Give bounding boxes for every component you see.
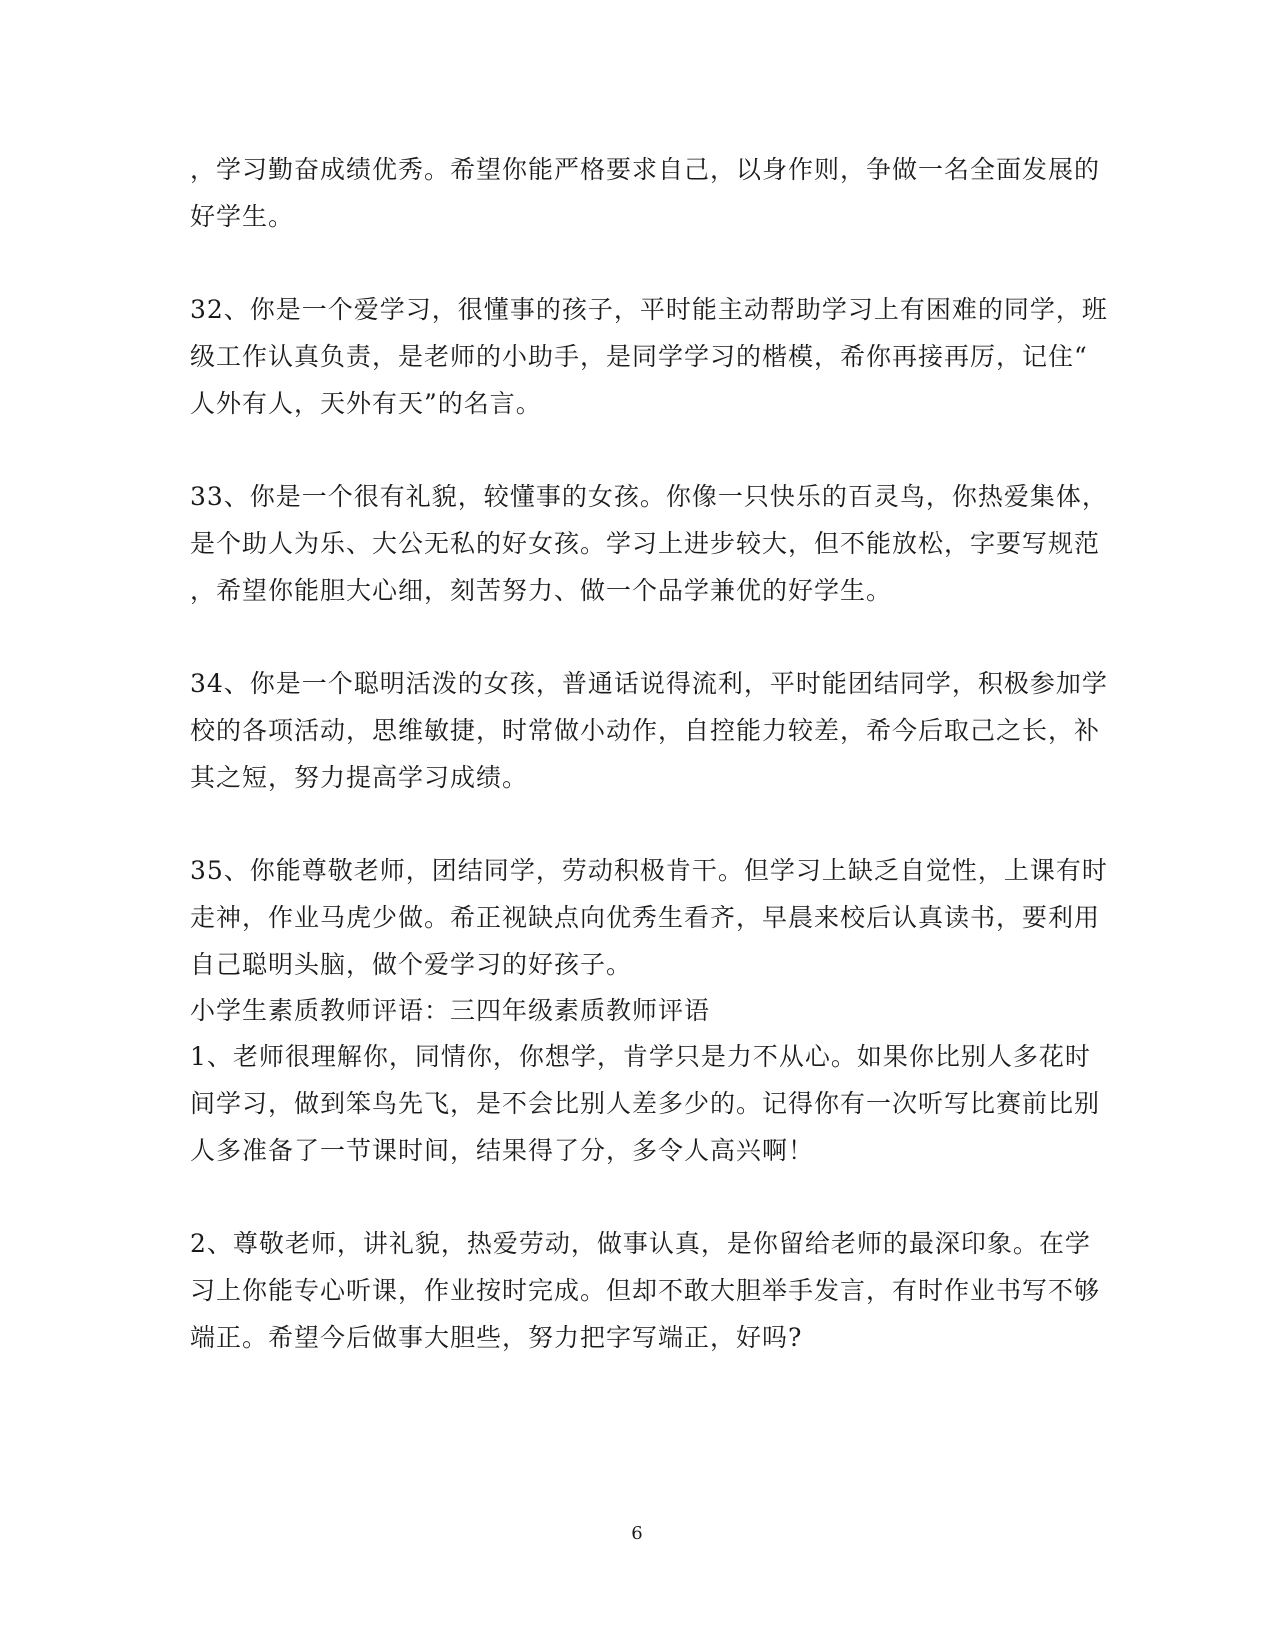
text-line: 级工作认真负责，是老师的小助手，是同学学习的楷模，希你再接再厉，记住“ (190, 342, 1088, 371)
page-number: 6 (631, 1523, 643, 1544)
text-line: 2、尊敬老师，讲礼貌，热爱劳动，做事认真，是你留给老师的最深印象。在学 (190, 1229, 1091, 1258)
text-line: 是个助人为乐、大公无私的好女孩。学习上进步较大，但不能放松，字要写规范 (190, 529, 1101, 558)
text-line: 人多准备了一节课时间，结果得了分，多令人高兴啊！ (190, 1136, 815, 1165)
text-line: 校的各项活动，思维敏捷，时常做小动作，自控能力较差，希今后取己之长，补 (190, 716, 1101, 745)
text-line: 35、你能尊敬老师，团结同学，劳动积极肯干。但学习上缺乏自觉性，上课有时 (190, 856, 1108, 885)
text-line: 间学习，做到笨鸟先飞，是不会比别人差多少的。记得你有一次听写比赛前比别 (190, 1089, 1101, 1118)
text-line: 32、你是一个爱学习，很懂事的孩子，平时能主动帮助学习上有困难的同学，班 (190, 295, 1108, 324)
text-line: ，学习勤奋成绩优秀。希望你能严格要求自己，以身作则，争做一名全面发展的 (190, 155, 1101, 184)
section-heading: 小学生素质教师评语：三四年级素质教师评语 (190, 996, 711, 1025)
text-line: 走神，作业马虎少做。希正视缺点向优秀生看齐，早晨来校后认真读书，要利用 (190, 903, 1101, 932)
text-line: 33、你是一个很有礼貌，较懂事的女孩。你像一只快乐的百灵鸟，你热爱集体， (190, 482, 1108, 511)
text-line: 好学生。 (190, 202, 295, 231)
text-line: 人外有人，天外有天”的名言。 (190, 389, 542, 418)
text-line: 其之短，努力提高学习成绩。 (190, 763, 529, 792)
text-line: 自己聪明头脑，做个爱学习的好孩子。 (190, 950, 633, 979)
text-line: 34、你是一个聪明活泼的女孩，普通话说得流利，平时能团结同学，积极参加学 (190, 669, 1108, 698)
text-line: 端正。希望今后做事大胆些，努力把字写端正，好吗? (190, 1323, 803, 1352)
text-line: 习上你能专心听课，作业按时完成。但却不敢大胆举手发言，有时作业书写不够 (190, 1276, 1101, 1305)
text-line: ，希望你能胆大心细，刻苦努力、做一个品学兼优的好学生。 (190, 576, 893, 605)
text-line: 1、老师很理解你，同情你，你想学，肯学只是力不从心。如果你比别人多花时 (190, 1042, 1091, 1071)
